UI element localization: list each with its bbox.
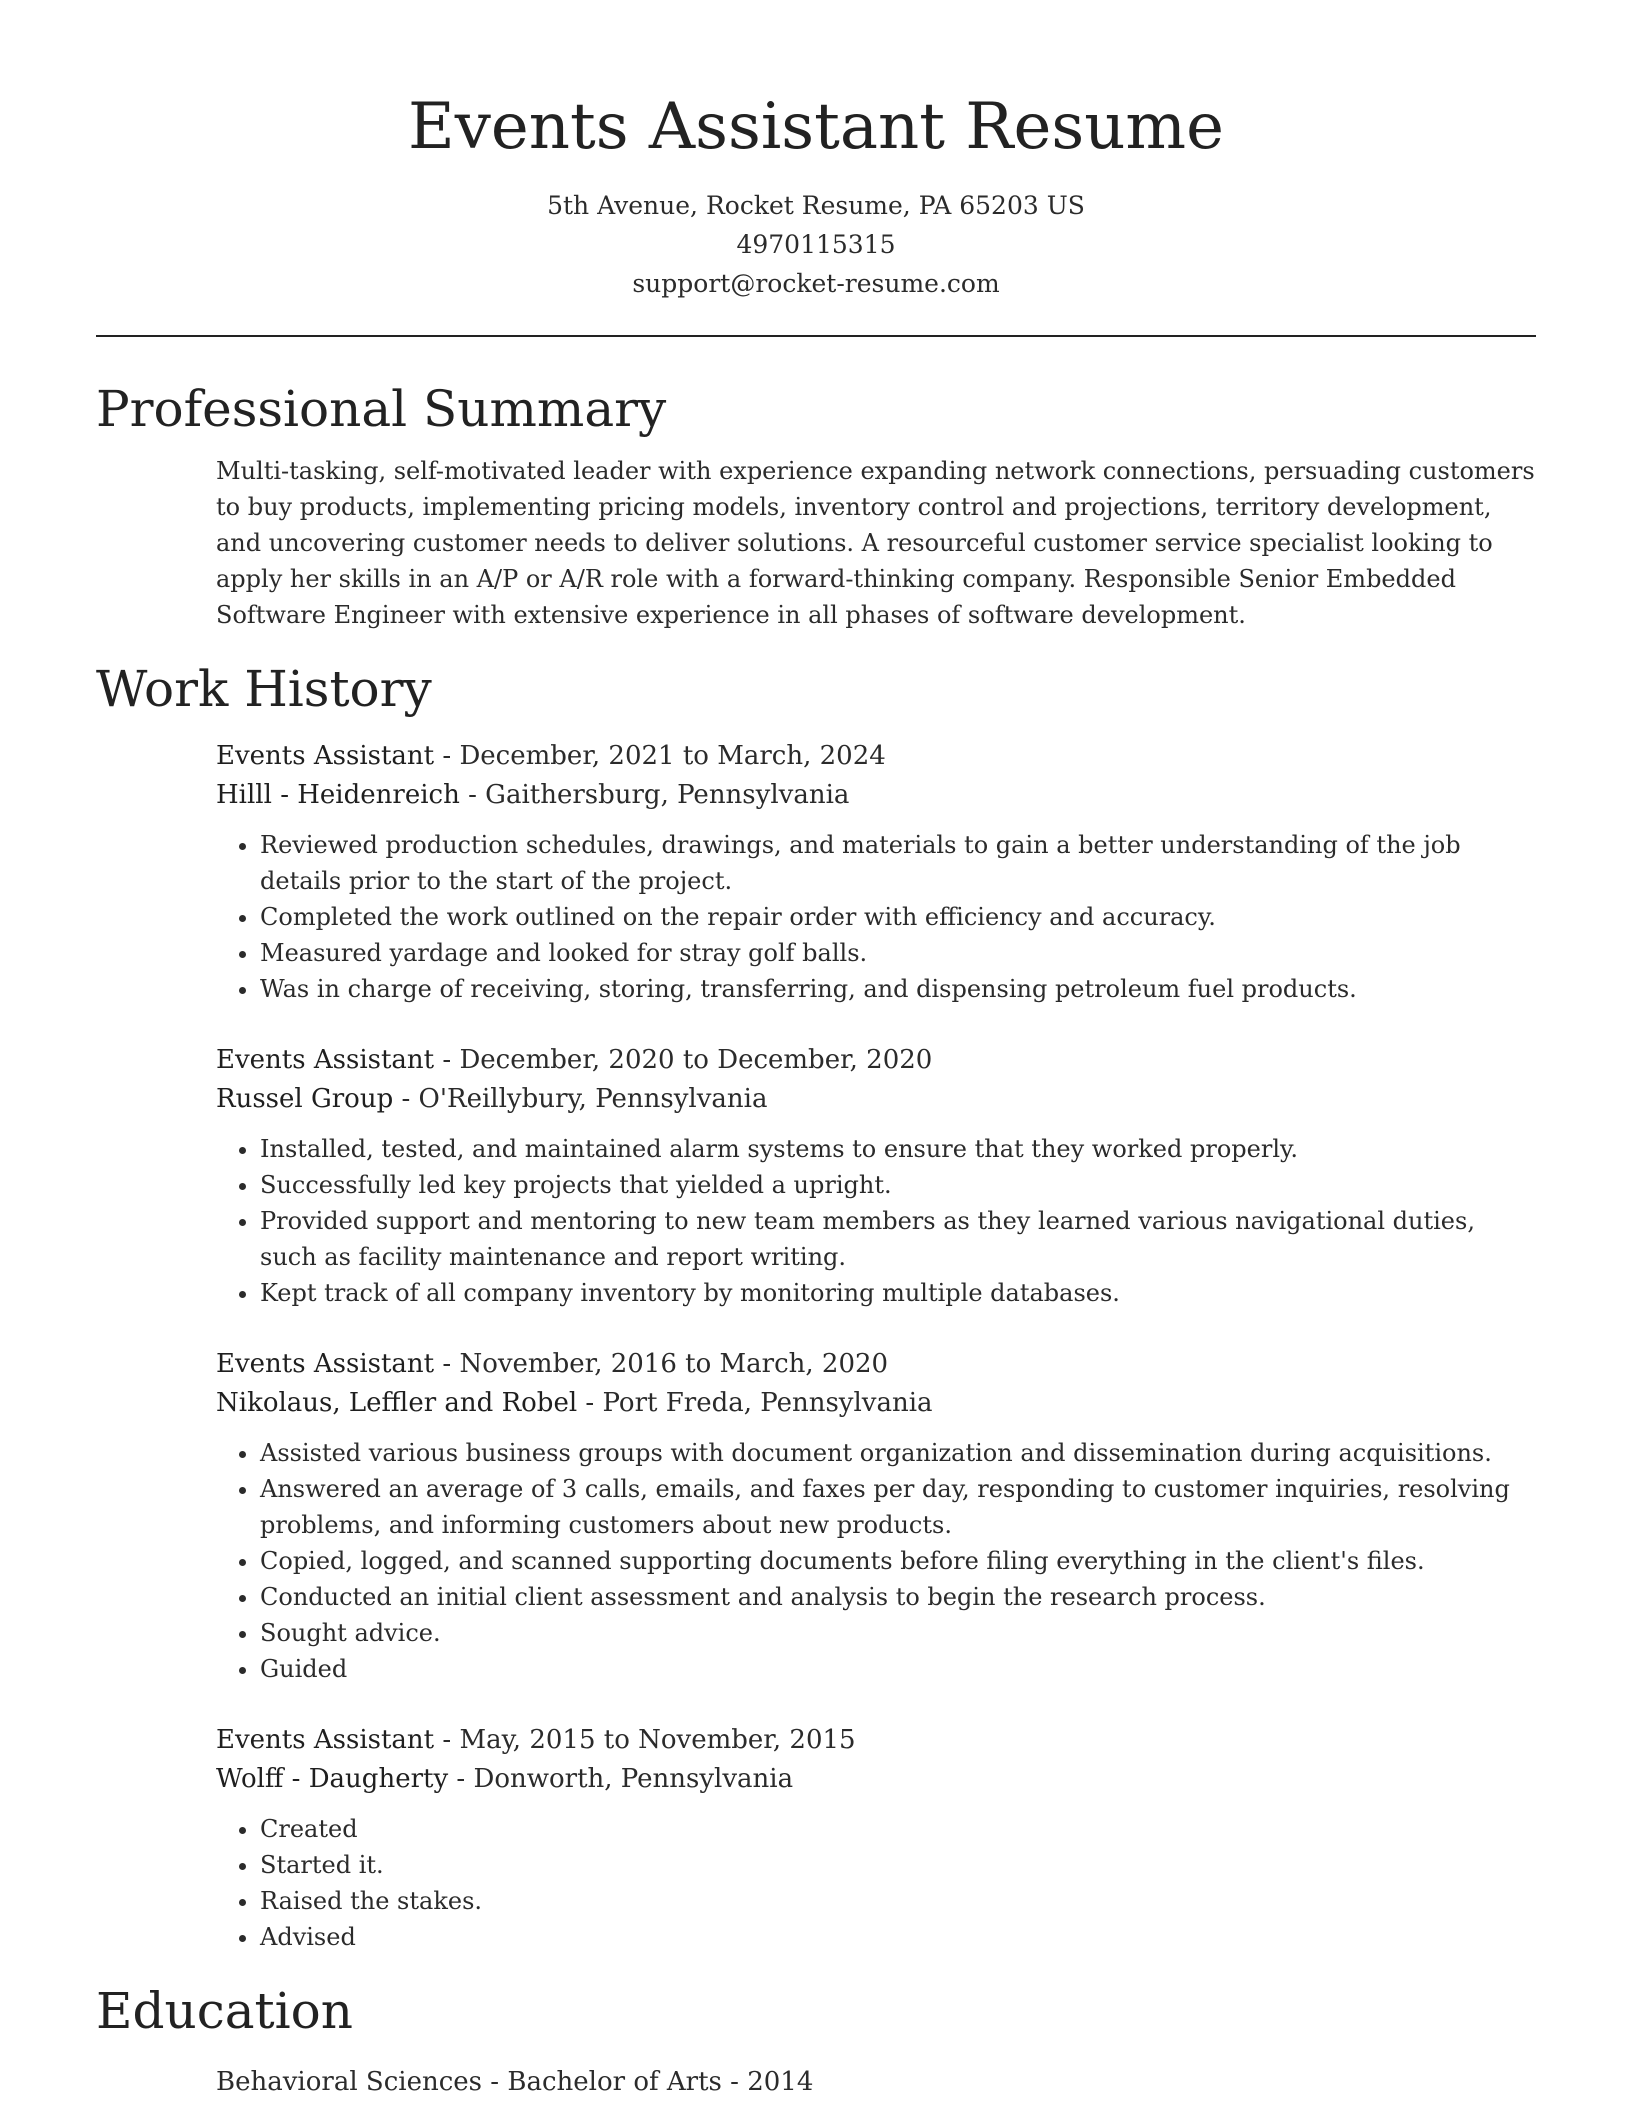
job-entry (216, 737, 1536, 1007)
job-title: Events Assistant (216, 1349, 435, 1379)
job-title: Events Assistant (216, 741, 435, 771)
job-bullet: • Sought advice. (260, 1615, 1536, 1651)
job-bullet: • Started it. (260, 1847, 1536, 1883)
job-company: Nikolaus, Leffler and Robel (216, 1388, 578, 1418)
work-history-heading: Work History (96, 660, 432, 718)
job-bullet: • Was in charge of receiving, storing, transferring, and dispensing petroleum fuel products. (260, 971, 1536, 1007)
job-bullet: • Raised the stakes. (260, 1883, 1536, 1919)
job-company: Wolff - Daugherty (216, 1764, 449, 1794)
job-bullets (216, 1811, 1536, 1955)
job-bullets (216, 1131, 1536, 1311)
job-title-line: Events Assistant - December, 2020 to December, 2020 (216, 1045, 933, 1075)
job-title-line: Events Assistant - May, 2015 to November, 2015 (216, 1725, 856, 1755)
job-company-line: Nikolaus, Leffler and Robel - Port Freda, Pennsylvania (216, 1388, 933, 1418)
contact-address: 5th Avenue, Rocket Resume, PA 65203 US (547, 191, 1085, 220)
job-company-line: Hilll - Heidenreich - Gaithersburg, Pennsylvania (216, 780, 850, 810)
job-location: O'Reillybury, Pennsylvania (418, 1084, 768, 1114)
resume-title: Events Assistant Resume (408, 90, 1224, 164)
job-bullet: • Answered an average of 3 calls, emails, and faxes per day, responding to customer inquiries, resolving problems, and informing customers about new products. (260, 1471, 1536, 1543)
header-divider (96, 335, 1536, 337)
job-bullet: • Assisted various business groups with document organization and dissemination during acquisitions. (260, 1435, 1536, 1471)
job-entry (216, 1041, 1536, 1311)
job-bullet: • Provided support and mentoring to new team members as they learned various navigational duties, such as facility maintenance and report writing. (260, 1203, 1536, 1275)
job-bullet: • Installed, tested, and maintained alarm systems to ensure that they worked properly. (260, 1131, 1536, 1167)
job-bullet: • Successfully led key projects that yielded a upright. (260, 1167, 1536, 1203)
job-entry (216, 1345, 1536, 1687)
job-bullet: • Completed the work outlined on the repair order with efficiency and accuracy. (260, 899, 1536, 935)
job-bullets (216, 827, 1536, 1007)
work-history-section (216, 737, 1536, 1955)
job-dates: December, 2021 to March, 2024 (459, 741, 886, 771)
job-title-line: Events Assistant - December, 2021 to March, 2024 (216, 741, 886, 771)
job-company: Hilll - Heidenreich (216, 780, 460, 810)
job-bullets (216, 1435, 1536, 1687)
job-entry (216, 1721, 1536, 1955)
job-company-line: Wolff - Daugherty - Donworth, Pennsylvania (216, 1764, 794, 1794)
contact-phone: 4970115315 (736, 230, 896, 259)
contact-block (96, 186, 1536, 303)
job-title-line: Events Assistant - November, 2016 to March, 2020 (216, 1349, 889, 1379)
job-company: Russel Group (216, 1084, 394, 1114)
job-title: Events Assistant (216, 1045, 435, 1075)
job-location: Gaithersburg, Pennsylvania (485, 780, 850, 810)
job-bullet: • Guided (260, 1651, 1536, 1687)
job-dates: December, 2020 to December, 2020 (459, 1045, 933, 1075)
job-location: Donworth, Pennsylvania (473, 1764, 794, 1794)
contact-email: support@rocket-resume.com (632, 269, 1000, 298)
education-section (216, 2063, 1536, 2102)
education-entry: Behavioral Sciences - Bachelor of Arts - 2014 (216, 2067, 814, 2097)
job-company-line: Russel Group - O'Reillybury, Pennsylvania (216, 1084, 768, 1114)
job-bullet: • Created (260, 1811, 1536, 1847)
education-field: Behavioral Sciences (216, 2067, 483, 2097)
education-degree: Bachelor of Arts (507, 2067, 722, 2097)
job-bullet: • Kept track of all company inventory by monitoring multiple databases. (260, 1275, 1536, 1311)
job-dates: November, 2016 to March, 2020 (459, 1349, 889, 1379)
summary-text: Multi-tasking, self-motivated leader with experience expanding network connections, persuading customers to buy products, implementing pricing models, inventory control and projections, territory development, and uncovering customer needs to deliver solutions. A resourceful customer service specialist looking to apply her skills in an A/P or A/R role with a forward-thinking company. Responsible Senior Embedded Software Engineer with extensive experience in all phases of software development. (216, 457, 1535, 629)
job-title: Events Assistant (216, 1725, 435, 1755)
education-year: 2014 (747, 2067, 814, 2097)
job-bullet: • Conducted an initial client assessment and analysis to begin the research process. (260, 1579, 1536, 1615)
job-bullet: • Copied, logged, and scanned supporting documents before filing everything in the client's files. (260, 1543, 1536, 1579)
job-bullet: • Advised (260, 1919, 1536, 1955)
job-bullet: • Reviewed production schedules, drawings, and materials to gain a better understanding of the job details prior to the start of the project. (260, 827, 1536, 899)
education-heading: Education (96, 1982, 353, 2040)
resume-page (96, 0, 1536, 2102)
summary-section (216, 453, 1536, 633)
job-dates: May, 2015 to November, 2015 (459, 1725, 856, 1755)
summary-heading: Professional Summary (96, 380, 667, 438)
job-bullet: • Measured yardage and looked for stray golf balls. (260, 935, 1536, 971)
job-location: Port Freda, Pennsylvania (602, 1388, 933, 1418)
